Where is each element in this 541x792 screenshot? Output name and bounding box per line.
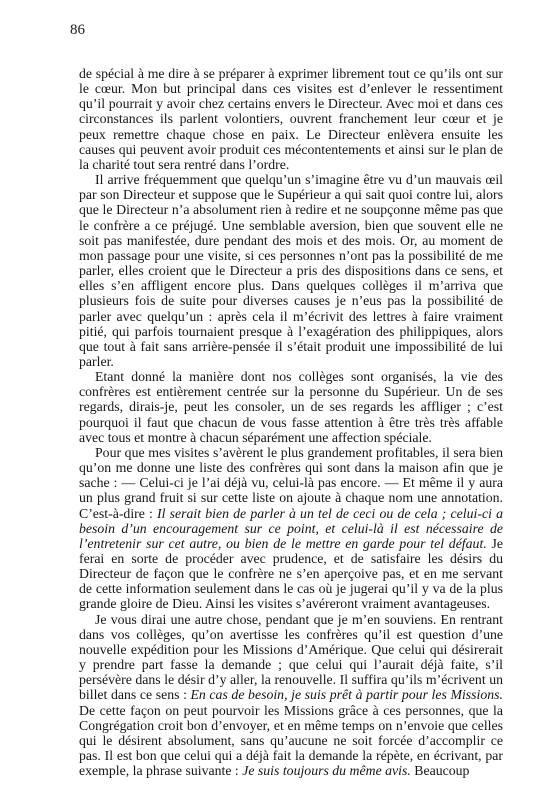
paragraph xyxy=(79,172,503,369)
body-text xyxy=(79,66,503,778)
paragraph xyxy=(79,369,503,445)
italic-run: Il serait bien de parler à un tel de ceci ou de cela ; celui-ci a besoin d’un encouragement sur ce point, et celui-là il est nécessaire de l’entretenir sur cet autre, ou bien de le mettre en garde pour tel défaut. xyxy=(79,505,503,551)
text-run: De cette façon on peut pourvoir les Missions grâce à ces personnes, que la Congrégation croit bon d’envoyer, et en même temps on n’envoie que celles qui le désirent absolument, sans qu’aucune ne soit forcée d’accomplir ce pas. Il est bon que celui qui a déjà fait la demande la répète, en écrivant, par exemple, la phrase suivante : xyxy=(79,702,503,779)
italic-run: Je suis toujours du même avis. xyxy=(242,763,411,779)
page-number: 86 xyxy=(70,22,85,38)
text-run: Beaucoup xyxy=(410,763,470,779)
text-run: Pour que mes visites s’avèrent le plus grandement profitables, il sera bien qu’on me donne une liste des confrères qui sont dans la maison afin que je sache : — Celui-ci je l’ai déjà vu, celui-là pas encore. — Et même il y aura un plus grand fruit si sur cette liste on ajoute à chaque nom une annotation. C’est-à-dire : xyxy=(79,444,503,521)
paragraph xyxy=(79,445,503,612)
paragraph xyxy=(79,612,503,779)
text-run: Il arrive fréquemment que quelqu’un s’imagine être vu d’un mauvais œil par son Directeur et suppose que le Supérieur a qui sait quoi contre lui, alors que le Directeur n’a absolument rien à redire et ne soupçonne même pas que le confrère a ce préjugé. Une semblable aversion, bien que souvent elle ne soit pas manifestée, dure pendant des mois et des mois. Or, au moment de mon passage pour une visite, si ces personnes n’ont pas la possibilité de me parler, elles croient que le Directeur a pris des dispositions dans ce sens, et elles s’en affligent encore plus. Dans quelques collèges il m’arriva que plusieurs fois de suite pour diverses causes je n’eus pas la possibilité de parler avec quelqu’un : après cela il m’écrivit des lettres à faire vraiment pitié, qui parfois tournaient presque à l’exagération des philippiques, alors que tout à fait sans arrière-pensée il s’était produit une impossibilité de lui parler. xyxy=(79,172,503,369)
paragraph xyxy=(79,66,503,172)
text-run: Etant donné la manière dont nos collèges sont organisés, la vie des confrères est entièrement centrée sur la personne du Supérieur. Un de ses regards, dirais-je, peut les consoler, un de ses regards les affliger ; c’est pourquoi il faut que chacun de vous fasse attention à être très très affable avec tous et montre à chacun séparément une affection spéciale. xyxy=(79,369,503,445)
text-run: de spécial à me dire à se préparer à exprimer librement tout ce qu’ils ont sur le cœur. Mon but principal dans ces visites est d’enlever le ressentiment qu’il pourrait y avoir chez certains envers le Directeur. Avec moi et dans ces circonstances ils parlent volontiers, ouvrent franchement leur cœur et je peux remettre chaque chose en paix. Le Directeur enlèvera ensuite les causes qui peuvent avoir produit ces mécontentements et ainsi sur le plan de la charité tout sera rentré dans l’ordre. xyxy=(79,66,503,172)
text-run: Je vous dirai une autre chose, pendant que je m’en souviens. En rentrant dans vos collèges, qu’on avertisse les confrères qu’il est question d’une nouvelle expédition pour les Missions d’Amérique. Que celui qui désirerait y prendre part fasse la demande ; que celui qui l’aurait déjà faite, s’il persévère dans le désir d’y aller, la renouvelle. Il suffira qu’ils m’écrivent un billet dans ce sens : xyxy=(79,611,503,703)
italic-run: En cas de besoin, je suis prêt à partir pour les Missions. xyxy=(190,687,503,703)
text-run: Je ferai en sorte de procéder avec prudence, et de satisfaire les désirs du Directeur de façon que le confrère ne s’en aperçoive pas, et en me servant de cette information seulement dans le cas où je jugerai qu’il y va de la plus grande gloire de Dieu. Ainsi les visites s’avéreront vraiment avantageuses. xyxy=(79,535,503,612)
